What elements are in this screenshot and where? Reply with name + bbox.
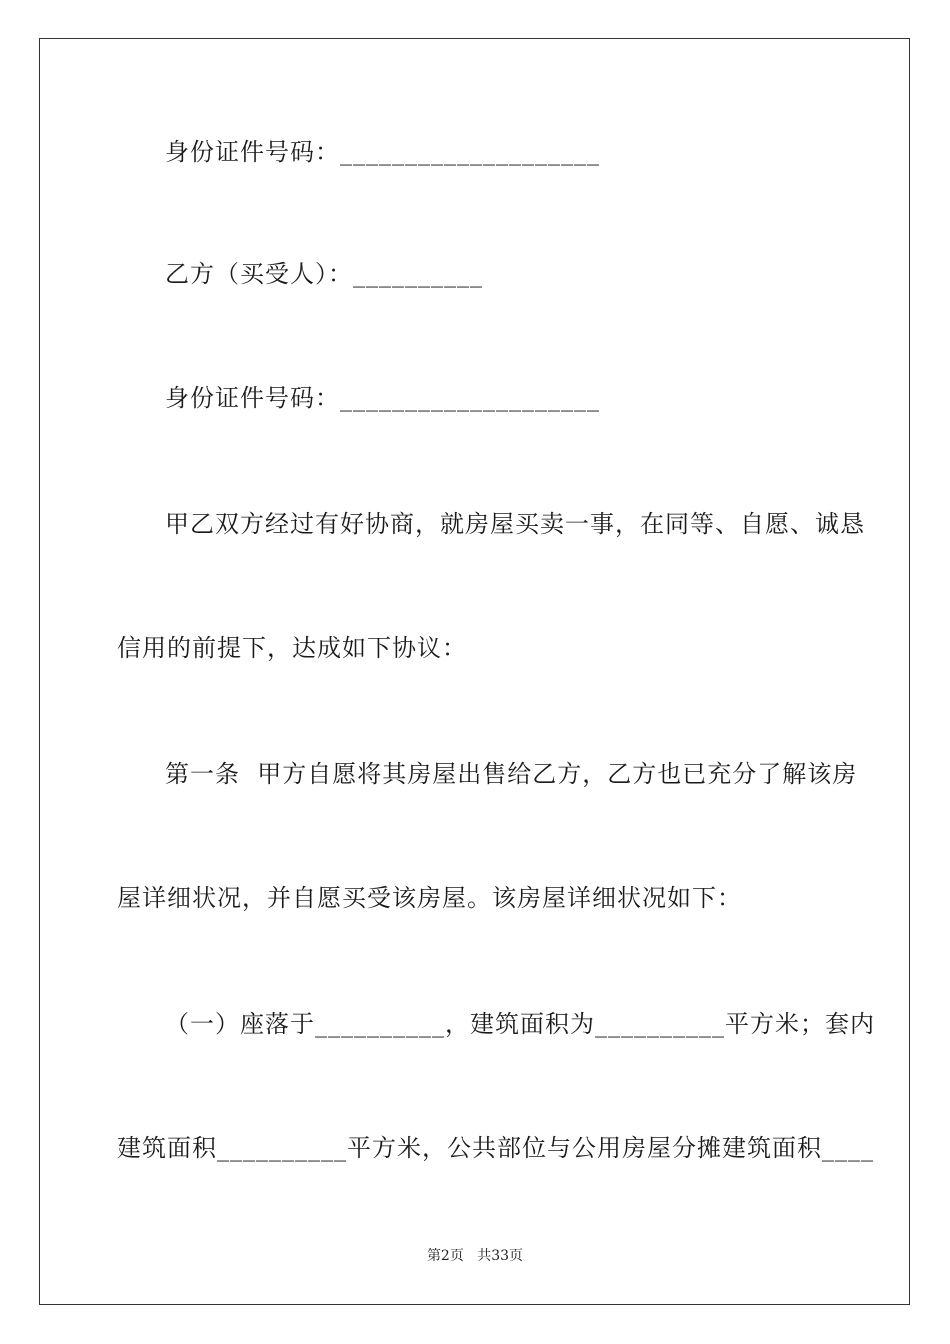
- page-number: 第2页: [426, 1248, 464, 1264]
- clause-one-line-2: 建筑面积__________平方米，公共部位与公用房屋分摊建筑面积____: [117, 1134, 874, 1162]
- page-frame: [39, 38, 910, 1305]
- total-pages: 共33页: [477, 1248, 524, 1264]
- page-footer: [0, 1246, 950, 1266]
- buyer-line: 乙方（买受人）：__________: [165, 260, 483, 288]
- article-one-line-1: 第一条 甲方自愿将其房屋出售给乙方，乙方也已充分了解该房: [165, 760, 858, 788]
- article-one-line-2: 屋详细状况，并自愿买受该房屋。该房屋详细状况如下：: [117, 884, 742, 912]
- agreement-intro-line-1: 甲乙双方经过有好协商，就房屋买卖一事，在同等、自愿、诚恳: [165, 510, 865, 538]
- seller-id-number-line: 身份证件号码：____________________: [165, 138, 600, 166]
- clause-one-line-1: （一）座落于__________，建筑面积为__________平方米；套内: [165, 1010, 875, 1038]
- buyer-id-number-line: 身份证件号码：____________________: [165, 384, 600, 412]
- agreement-intro-line-2: 信用的前提下，达成如下协议：: [117, 634, 467, 662]
